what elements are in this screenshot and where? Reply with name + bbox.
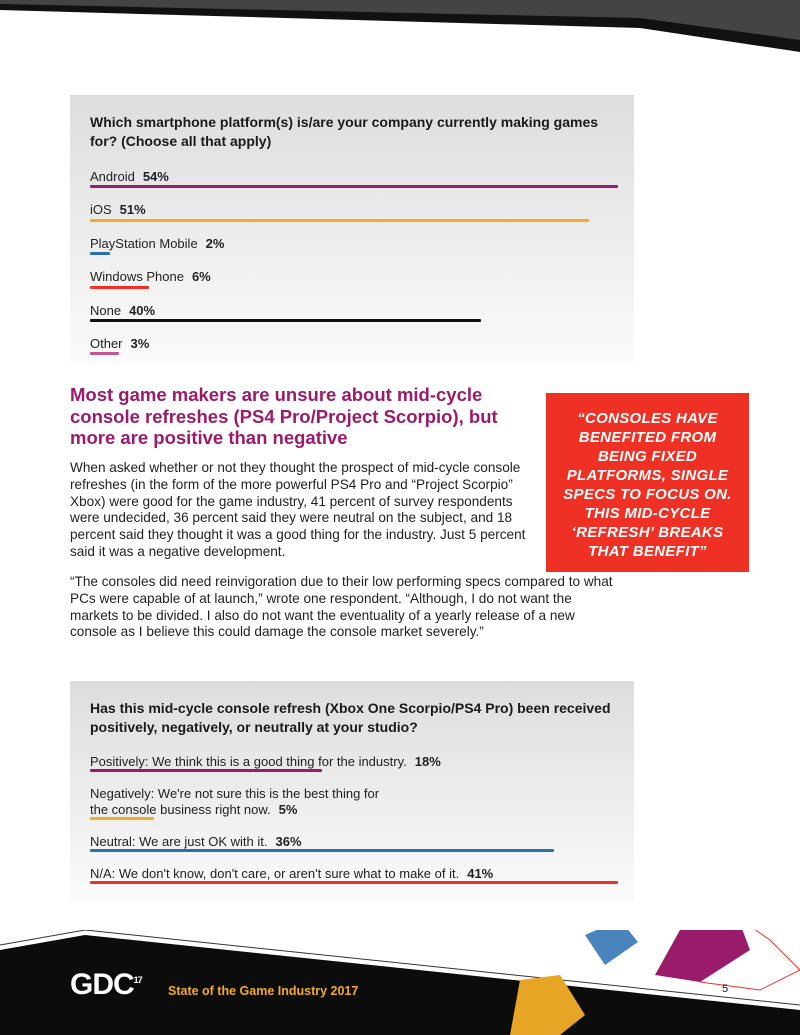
bar-label <box>90 754 441 769</box>
bar <box>90 881 618 884</box>
header-band <box>0 0 800 60</box>
bar-row <box>90 331 614 364</box>
value-label: 3% <box>130 335 150 351</box>
bar <box>90 817 154 820</box>
section-heading: Most game makers are unsure about mid-cycle console refreshes (PS4 Pro/Project Scorpio), but more are positive than negative <box>70 384 498 448</box>
page-number: 5 <box>722 983 729 995</box>
value-label: 54% <box>142 169 169 184</box>
bar-label <box>90 303 155 318</box>
bar-row <box>90 861 614 893</box>
bar-label <box>90 336 149 351</box>
paragraph: “The consoles did need reinvigoration due to their low performing specs compared to what PCs were capable of at launch,” wrote one respondent. “Although, I do not want the markets to be divided. I also do not want the eventuality of a yearly release of a new console as I believe this could damage the console market severely.” <box>70 574 613 640</box>
chart-console-refresh <box>70 681 634 901</box>
bar-row <box>90 264 614 297</box>
bar-label <box>90 269 211 284</box>
footer-title: State of the Game Industry 2017 <box>168 984 359 998</box>
category-label: iOS <box>90 202 112 218</box>
chart-title: Which smartphone platform(s) is/are your company currently making games for? (Choose all that apply) <box>90 114 599 149</box>
bar <box>90 319 481 322</box>
bar <box>90 849 554 852</box>
bar-label <box>90 834 302 849</box>
gdc-logo: GDC$^{17}$ <box>70 968 142 1001</box>
chart-smartphone-platforms <box>70 95 634 363</box>
value-label: 6% <box>191 269 211 285</box>
bar-row <box>90 164 614 197</box>
category-label: Neutral: We are just OK with it. <box>90 834 268 849</box>
chart-title: Has this mid-cycle console refresh (Xbox One Scorpio/PS4 Pro) been received positively, negatively, or neutrally at your studio? <box>90 700 611 735</box>
bar <box>90 219 589 222</box>
value-label: 40% <box>129 302 156 318</box>
bar <box>90 286 149 289</box>
bar-row <box>90 231 614 264</box>
value-label: 2% <box>205 235 225 251</box>
bar-row <box>90 749 614 781</box>
category-label: None <box>90 302 122 318</box>
category-label: Windows Phone <box>90 269 184 285</box>
bar-label <box>90 202 146 217</box>
value-label: 41% <box>467 866 494 881</box>
bar-label <box>90 786 390 818</box>
category-label: Android <box>90 169 135 184</box>
value-label: 51% <box>119 202 146 218</box>
category-label: Other <box>90 335 123 351</box>
bar-label <box>90 169 169 184</box>
bar-row <box>90 298 614 331</box>
bar <box>90 252 110 255</box>
paragraph: When asked whether or not they thought the prospect of mid-cycle console refreshes (in the form of the more powerful PS4 Pro and “Project Scorpio” Xbox) were good for the game industry, 41 percent of survey respondents were undecided, 36 percent said they were neutral on the subject, and 18 percent said they thought it was a good thing for the industry. Just 5 percent said it was a negative development. <box>70 460 526 559</box>
value-label: 5% <box>278 802 298 817</box>
category-label: Positively: We think this is a good thing for the industry. <box>90 754 407 769</box>
bar-row <box>90 829 614 861</box>
value-label: 18% <box>414 754 441 769</box>
bar-row <box>90 781 614 829</box>
category-label: Negatively: We're not sure this is the best thing for the console business right now. <box>90 786 380 817</box>
pull-quote: “CONSOLES HAVE BENEFITED FROM BEING FIXED PLATFORMS, SINGLE SPECS TO FOCUS ON. THIS MID-CYCLE ‘REFRESH’ BREAKS THAT BENEFIT” <box>546 393 749 572</box>
category-label: N/A: We don't know, don't care, or aren't sure what to make of it. <box>90 866 460 881</box>
category-label: PlayStation Mobile <box>90 235 198 251</box>
bar <box>90 352 119 355</box>
value-label: 36% <box>275 834 302 849</box>
bar-label <box>90 236 224 251</box>
bar <box>90 769 322 772</box>
bar <box>90 185 618 188</box>
bar-label <box>90 866 493 881</box>
bar-row <box>90 197 614 230</box>
